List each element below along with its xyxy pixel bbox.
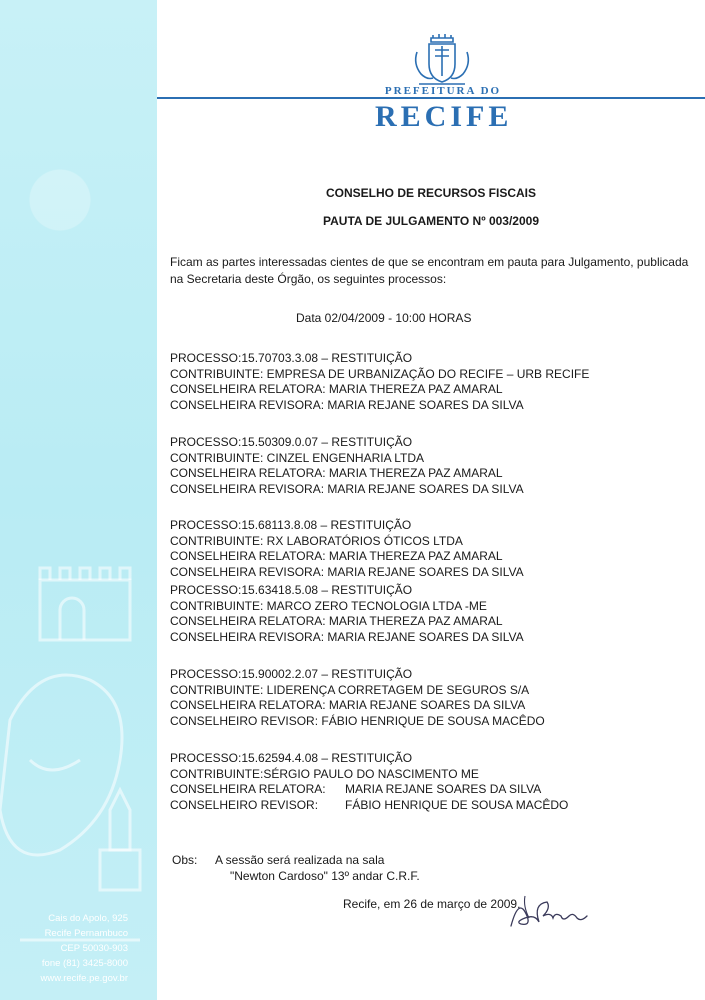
address-block	[10, 911, 128, 986]
revisor-label: CONSELHEIRO REVISOR:	[170, 797, 319, 812]
place-date: Recife, em 26 de março de 2009.	[343, 897, 521, 911]
process-revisor	[170, 798, 690, 814]
intro-paragraph: Ficam as partes interessadas cientes de que se encontram em pauta para Julgamento, publicada na Secretaria deste Órgão, os seguintes processos:	[170, 255, 689, 286]
process-block	[170, 351, 690, 413]
address-cep: CEP 50030-903	[60, 943, 128, 954]
process-block	[170, 518, 690, 580]
process-relator: CONSELHEIRA RELATORA: MARIA THEREZA PAZ AMARAL	[170, 466, 503, 480]
process-block	[170, 667, 690, 729]
session-date: Data 02/04/2009 - 10:00 HORAS	[296, 311, 472, 325]
process-relator: CONSELHEIRA RELATORA: MARIA THEREZA PAZ AMARAL	[170, 549, 503, 563]
process-revisor: CONSELHEIRA REVISORA: MARIA REJANE SOARES DA SILVA	[170, 397, 524, 412]
council-title: CONSELHO DE RECURSOS FISCAIS	[325, 186, 537, 200]
process-number: PROCESSO:15.68113.8.08 – RESTITUIÇÃO	[170, 518, 412, 532]
address-street: Cais do Apolo, 925	[48, 913, 128, 924]
process-relator: CONSELHEIRA RELATORA: MARIA THEREZA PAZ AMARAL	[170, 382, 503, 396]
address-city: Recife Pernambuco	[44, 928, 128, 939]
process-block	[170, 751, 690, 813]
process-contribuinte: CONTRIBUINTE: EMPRESA DE URBANIZAÇÃO DO RECIFE – URB RECIFE	[170, 366, 590, 381]
process-relator: CONSELHEIRA RELATORA: MARIA REJANE SOARES DA SILVA	[170, 698, 526, 712]
obs-label: Obs:	[172, 853, 198, 867]
address-phone: fone (81) 3425-8000	[41, 958, 128, 969]
process-revisor: CONSELHEIRA REVISORA: MARIA REJANE SOARES DA SILVA	[170, 481, 524, 496]
process-number: PROCESSO:15.62594.4.08 – RESTITUIÇÃO	[170, 751, 413, 765]
process-block	[170, 435, 690, 497]
process-revisor: CONSELHEIRA REVISORA: MARIA REJANE SOARES DA SILVA	[170, 629, 524, 644]
obs-text: A sessão será realizada na sala	[215, 853, 385, 867]
process-block	[170, 583, 690, 645]
process-contribuinte: CONTRIBUINTE: RX LABORATÓRIOS ÓTICOS LTDA	[170, 533, 463, 548]
signature-icon	[505, 888, 605, 934]
process-number: PROCESSO:15.90002.2.07 – RESTITUIÇÃO	[170, 667, 413, 681]
process-contribuinte: CONTRIBUINTE: MARCO ZERO TECNOLOGIA LTDA -ME	[170, 598, 487, 613]
revisor-name: FÁBIO HENRIQUE DE SOUSA MACÊDO	[345, 797, 569, 812]
relator-label: CONSELHEIRA RELATORA:	[170, 782, 326, 796]
city-coat-of-arms-icon	[411, 32, 473, 90]
process-number: PROCESSO:15.50309.0.07 – RESTITUIÇÃO	[170, 435, 413, 449]
process-contribuinte: CONTRIBUINTE:SÉRGIO PAULO DO NASCIMENTO ME	[170, 766, 479, 781]
city-label: RECIFE	[375, 100, 513, 133]
obs-room: "Newton Cardoso" 13º andar C.R.F.	[230, 869, 420, 883]
process-relator	[170, 782, 690, 798]
prefeitura-label: PREFEITURA DO	[384, 85, 502, 97]
side-band	[0, 0, 157, 1000]
process-number: PROCESSO:15.63418.5.08 – RESTITUIÇÃO	[170, 583, 413, 597]
address-website: www.recife.pe.gov.br	[40, 973, 128, 984]
process-relator: CONSELHEIRA RELATORA: MARIA THEREZA PAZ AMARAL	[170, 614, 503, 628]
process-revisor: CONSELHEIRA REVISORA: MARIA REJANE SOARES DA SILVA	[170, 564, 524, 579]
process-contribuinte: CONTRIBUINTE: LIDERENÇA CORRETAGEM DE SEGUROS S/A	[170, 682, 530, 697]
process-number: PROCESSO:15.70703.3.08 – RESTITUIÇÃO	[170, 351, 413, 365]
header-divider	[157, 97, 705, 99]
relator-name: MARIA REJANE SOARES DA SILVA	[345, 782, 542, 796]
process-contribuinte: CONTRIBUINTE: CINZEL ENGENHARIA LTDA	[170, 450, 425, 465]
process-revisor: CONSELHEIRO REVISOR: FÁBIO HENRIQUE DE SOUSA MACÊDO	[170, 713, 545, 728]
pauta-title: PAUTA DE JULGAMENTO Nº 003/2009	[323, 214, 539, 228]
